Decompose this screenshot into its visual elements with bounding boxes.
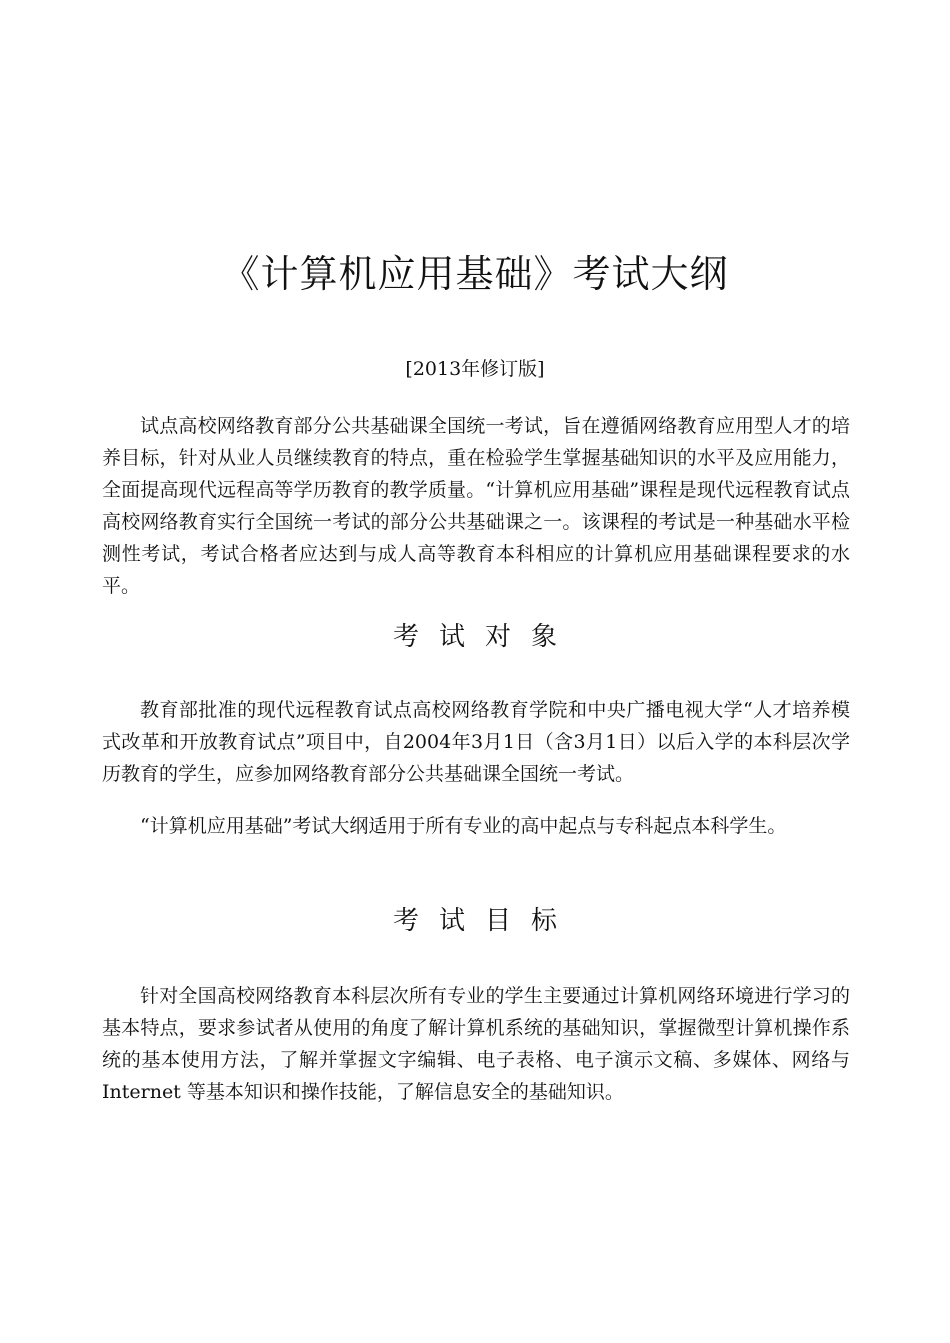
section-paragraph-candidates-1: 教育部批准的现代远程教育试点高校网络教育学院和中央广播电视大学“人才培养模式改革和开放教育试点”项目中，自2004年3月1日（含3月1日）以后入学的本科层次学历教育的学生，应参加网络教育部分公共基础课全国统一考试。 bbox=[102, 699, 850, 785]
section-heading-exam-candidates: 考试对象 bbox=[392, 622, 577, 652]
section-heading-exam-objectives: 考试目标 bbox=[392, 906, 577, 936]
document-title: 《计算机应用基础》考试大纲 bbox=[221, 252, 729, 296]
intro-paragraph: 试点高校网络教育部分公共基础课全国统一考试，旨在遵循网络教育应用型人才的培养目标，针对从业人员继续教育的特点，重在检验学生掌握基础知识的水平及应用能力，全面提高现代远程高等学历教育的教学质量。“计算机应用基础”课程是现代远程教育试点高校网络教育实行全国统一考试的部分公共基础课之一。该课程的考试是一种基础水平检测性考试，考试合格者应达到与成人高等教育本科相应的计算机应用基础课程要求的水平。 bbox=[102, 415, 850, 597]
revision-label: [2013年修订版] bbox=[405, 358, 545, 380]
section-paragraph-candidates-2: “计算机应用基础”考试大纲适用于所有专业的高中起点与专科起点本科学生。 bbox=[140, 815, 787, 837]
section-paragraph-objectives-1: 针对全国高校网络教育本科层次所有专业的学生主要通过计算机网络环境进行学习的基本特点，要求参试者从使用的角度了解计算机系统的基础知识，掌握微型计算机操作系统的基本使用方法，了解并掌握文字编辑、电子表格、电子演示文稿、多媒体、网络与 Internet 等基本知识和操作技能，了解信息安全的基础知识。 bbox=[102, 985, 850, 1103]
